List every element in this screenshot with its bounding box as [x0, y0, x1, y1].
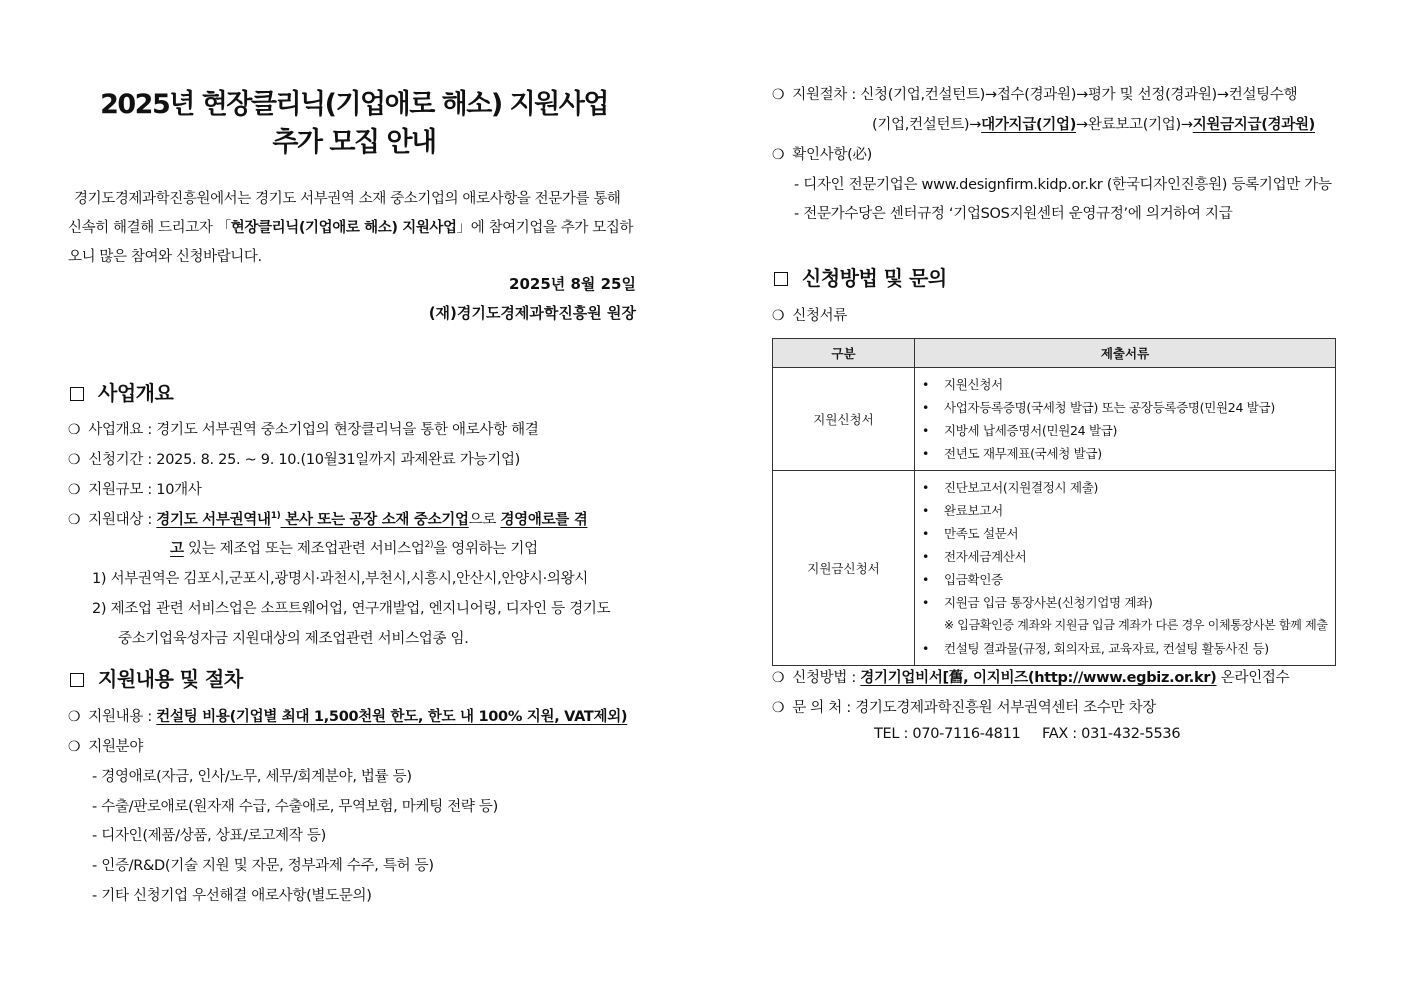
- circle-bullet-icon: ❍: [772, 87, 785, 103]
- list-item-note: ※ 입금확인증 계좌와 지원금 입금 계좌가 다른 경우 이체통장사본 함께 제출: [944, 618, 1328, 632]
- list-item: • 만족도 설문서: [944, 522, 1334, 545]
- check-item: - 디자인 전문기업은 www.designfirm.kidp.or.kr (한국디자인진흥원) 등록기업만 가능: [794, 177, 1332, 193]
- overview-target-cont: 고 있는 제조업 또는 제조업관련 서비스업$^{2)}$을 영위하는 기업: [170, 540, 538, 557]
- support-field-item: - 기타 신청기업 우선해결 애로사항(별도문의): [92, 888, 372, 904]
- documents-table: [772, 338, 1336, 666]
- apply-method: ❍ 신청방법 : 경기기업비서[舊, 이지비즈(http://www.egbiz.or.kr) 온라인접수: [772, 670, 1290, 686]
- list-item: • 입금확인증: [944, 568, 1334, 591]
- notice-signer: (재)경기도경제과학진흥원 원장: [428, 304, 636, 322]
- checkbox-square-icon: [70, 673, 84, 687]
- circle-bullet-icon: ❍: [68, 512, 81, 528]
- overview-target: ❍ 지원대상 : 경기도 서부권역내$^{1)}$ 본사 또는 공장 소재 중소기업으로 경영애로를 겪: [68, 511, 588, 528]
- circle-bullet-icon: ❍: [68, 422, 81, 438]
- circle-bullet-icon: ❍: [68, 482, 81, 498]
- table-header-category: 구분: [773, 339, 915, 368]
- table-cell-docs: [915, 368, 1336, 471]
- table-cell-category: 지원금신청서: [773, 471, 915, 666]
- list-item: • 사업자등록증명(국세청 발급) 또는 공장등록증명(민원24 발급): [944, 396, 1334, 419]
- docs-label: ❍ 신청서류: [772, 308, 848, 324]
- table-cell-docs: [915, 471, 1336, 666]
- table-row: [773, 471, 1336, 666]
- support-fields-label: ❍ 지원분야: [68, 739, 144, 755]
- apply-contact: ❍ 문 의 처 : 경기도경제과학진흥원 서부권역센터 조수만 차장: [772, 700, 1156, 716]
- circle-bullet-icon: ❍: [772, 670, 785, 686]
- intro-line-3: 오니 많은 참여와 신청바랍니다.: [68, 249, 262, 265]
- page-title: 2025년 현장클리닉(기업애로 해소) 지원사업: [100, 89, 608, 120]
- checkbox-square-icon: [70, 387, 84, 401]
- list-item: • 컨설팅 결과물(규정, 회의자료, 교육자료, 컨설팅 활동사진 등): [944, 637, 1334, 660]
- checkbox-square-icon: [774, 272, 788, 286]
- intro-line-2: 신속히 해결해 드리고자 「현장클리닉(기업애로 해소) 지원사업」에 참여기업을 추가 모집하: [68, 220, 634, 236]
- page-subtitle: 추가 모집 안내: [272, 127, 436, 158]
- support-procedure: ❍ 지원절차 : 신청(기업,컨설턴트)→접수(경과원)→평가 및 선정(경과원)→컨설팅수행: [772, 87, 1298, 103]
- section-support-heading: 지원내용 및 절차: [70, 663, 243, 692]
- section-overview-heading: 사업개요: [70, 377, 173, 406]
- support-field-item: - 인증/R&D(기술 지원 및 자문, 정부과제 수주, 특허 등): [92, 858, 434, 874]
- intro-line-1: 경기도경제과학진흥원에서는 경기도 서부권역 소재 중소기업의 애로사항을 전문가를 통해: [74, 191, 621, 207]
- notice-date: 2025년 8월 25일: [509, 275, 636, 293]
- section-apply-heading: 신청방법 및 문의: [774, 262, 947, 291]
- circle-bullet-icon: ❍: [772, 700, 785, 716]
- overview-summary: ❍ 사업개요 : 경기도 서부권역 중소기업의 현장클리닉을 통한 애로사항 해결: [68, 422, 539, 438]
- list-item: • 전자세금계산서: [944, 545, 1334, 568]
- circle-bullet-icon: ❍: [68, 739, 81, 755]
- list-item: • 완료보고서: [944, 499, 1334, 522]
- overview-period: ❍ 신청기간 : 2025. 8. 25. ~ 9. 10.(10월31일까지 과제완료 가능기업): [68, 452, 521, 468]
- overview-note-2: 2) 제조업 관련 서비스업은 소프트웨어업, 연구개발업, 엔지니어링, 디자인 등 경기도: [92, 601, 611, 617]
- circle-bullet-icon: ❍: [68, 709, 81, 725]
- support-procedure-cont: (기업,컨설턴트)→대가지급(기업)→완료보고(기업)→지원금지급(경과원): [872, 117, 1315, 133]
- check-label: ❍ 확인사항(必): [772, 147, 873, 163]
- list-item: • 지원신청서: [944, 373, 1334, 396]
- check-item: - 전문가수당은 센터규정 ‘기업SOS지원센터 운영규정’에 의거하여 지급: [794, 206, 1233, 222]
- overview-scale: ❍ 지원규모 : 10개사: [68, 482, 202, 498]
- list-item: • 지원금 입금 통장사본(신청기업명 계좌): [944, 591, 1334, 614]
- support-field-item: - 경영애로(자금, 인사/노무, 세무/회계분야, 법률 등): [92, 769, 412, 785]
- list-item: • 전년도 재무제표(국세청 발급): [944, 442, 1334, 465]
- support-content: ❍ 지원내용 : 컨설팅 비용(기업별 최대 1,500천원 한도, 한도 내 100% 지원, VAT제외): [68, 709, 628, 725]
- support-field-item: - 수출/판로애로(원자재 수급, 수출애로, 무역보험, 마케팅 전략 등): [92, 799, 498, 815]
- table-header-docs: 제출서류: [915, 339, 1336, 368]
- circle-bullet-icon: ❍: [772, 147, 785, 163]
- list-item: • 진단보고서(지원결정시 제출): [944, 476, 1334, 499]
- overview-note-2-cont: 중소기업육성자금 지원대상의 제조업관련 서비스업종 임.: [118, 631, 469, 647]
- egbiz-link[interactable]: 경기기업비서[舊, 이지비즈(http://www.egbiz.or.kr): [860, 670, 1217, 686]
- table-cell-category: 지원신청서: [773, 368, 915, 471]
- overview-note-1: 1) 서부권역은 김포시,군포시,광명시·과천시,부천시,시흥시,안산시,안양시·의왕시: [92, 571, 588, 587]
- circle-bullet-icon: ❍: [68, 452, 81, 468]
- apply-phone: TEL : 070-7116-4811 FAX : 031-432-5536: [874, 726, 1181, 742]
- support-field-item: - 디자인(제품/상품, 상표/로고제작 등): [92, 828, 326, 844]
- list-item: • 지방세 납세증명서(민원24 발급): [944, 419, 1334, 442]
- table-header-row: [773, 339, 1336, 368]
- circle-bullet-icon: ❍: [772, 308, 785, 324]
- table-row: [773, 368, 1336, 471]
